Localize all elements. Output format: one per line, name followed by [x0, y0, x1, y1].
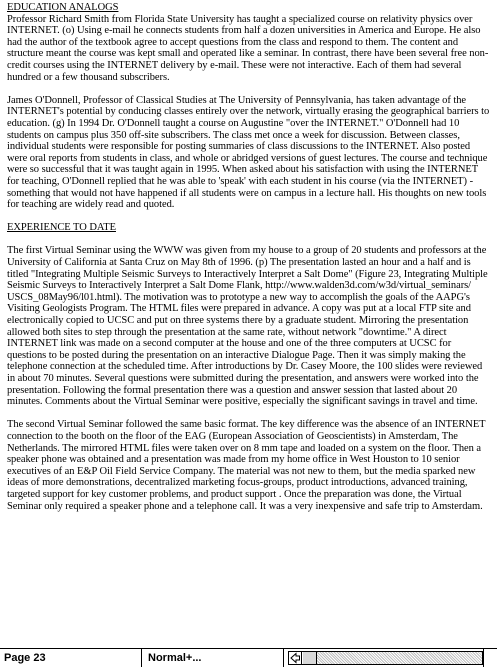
left-arrow-icon [289, 652, 301, 664]
paragraph-second-virtual-seminar: The second Virtual Seminar followed the same basic format. The key difference was the absence of an INTERNET connection to the booth on the floor of the EAG (European Association of Geoscientists) in Amsterdam, The Netherlands. The mirrored HTML files were taken over on 8 mm tape and loaded on a system on the floor. Then a speaker phone was obtained and a presentation was made from my home office in West Houston to 10 senior executives of an E&P Oil Field Service Company. The material was not new to them, but the media sparked new ideas of more demonstrations, decentralized marketing focus-groups, product introductions, advanced training, targeted support for key customer problems, and product support . Once the preparation was done, the Virtual Seminar only required a speaker phone and a telephone call. It was a very inexpensive and safe trip to Amsterdam. [7, 419, 486, 512]
section-heading-experience-to-date: EXPERIENCE TO DATE [7, 222, 116, 234]
scroll-thumb[interactable] [303, 652, 317, 664]
section-heading-education-analogs: EDUCATION ANALOGS [7, 2, 119, 13]
paragraph-smith-course: Professor Richard Smith from Florida State University has taught a specialized course on relativity physics over INTERNET. (o) Using e-mail he connects students from half a dozen universities in America and Europe. He also had the author of the textbook agree to accept questions from the class and respond to them. The content and structure meant the course was kept small and operated like a seminar. In contrast, there have been several free non-credit courses using the INTERNET delivery by e-mail. These were not interactive. Each of them had several hundred or a few thousand subscribers. [7, 13, 489, 83]
document-body[interactable] [7, 2, 491, 646]
paragraph-gap [7, 234, 491, 246]
scroll-track[interactable] [317, 652, 482, 664]
horizontal-scrollbar[interactable] [288, 651, 483, 665]
paragraph-first-virtual-seminar: The first Virtual Seminar using the WWW was given from my house to a group of 20 students and professors at the University of California at Santa Cruz on May 8th of 1996. (p) The presentation lasted an hour and a half and is titled "Integrating Multiple Seismic Surveys to Interactively Interpret a Salt Dome" (Figure 23, Integrating Multiple Seismic Surveys to Interactively Interpret a Salt Dome Flank, http://www.walden3d.com/w3d/virtual_seminars/ USCS_08May96/l01.html). The motivation was to prototype a new way to accomplish the goals of the AAPG's Visiting Geologists Program. The HTML files were prepared in advance. A copy was put at a local FTP site and electronically copied to UCSC and put on three systems there by a graduate student. Mirroring the presentation allowed both sites to step through the presentation at the same rate, without network "downtime." A direct INTERNET link was made on a second computer at the house and one of the three computers at UCSC for questions to be posted during the presentation on an interactive Dialogue Page. Then it was simply making the telephone connection at the scheduled time. After introductions by Dr. Casey Moore, the 100 slides were reviewed in about 70 minutes. Several questions were submitted during the presentation, and answers were worked into the presentation. Following the formal presentation there was a question and answer session that lasted about 20 minutes. Comments about the Virtual Seminar were positive, especially the significant savings in travel and time. [7, 245, 488, 408]
paragraph-gap [7, 211, 491, 223]
paragraph-gap [7, 408, 491, 420]
paragraph-gap [7, 83, 491, 95]
page-number-indicator[interactable]: Page 23 [0, 649, 142, 667]
paragraph-odonnell-course: James O'Donnell, Professor of Classical Studies at The University of Pennsylvania, has taken advantage of the INTERNET's potential by conducing classes entirely over the network, virtually erasing the geographical barriers to education. (g) In 1994 Dr. O'Donnell taught a course on Augustine "over the INTERNET." O'Donnell had 10 students on campus plus 350 off-site subscribers. The class met once a week for discussion. Between classes, individual students were responsible for posting summaries of class discussions to the INTERNET. Also posted were oral reports from students in class, and whole or abridged versions of guest lectures. The course and technique were so successful that it was taught again in 1995. When asked about his satisfaction with using the INTERNET for teaching, O'Donnell replied that he was able to 'speak' with each student in his course (via the INTERNET) - something that would not have happened if all students were on campus in a lecture hall. His thoughts on new tools for teaching are widely read and quoted. [7, 94, 490, 211]
scroll-left-button[interactable] [289, 652, 302, 664]
status-bar [0, 648, 497, 667]
window-corner [483, 649, 497, 667]
paragraph-style-indicator[interactable]: Normal+... [144, 649, 284, 667]
